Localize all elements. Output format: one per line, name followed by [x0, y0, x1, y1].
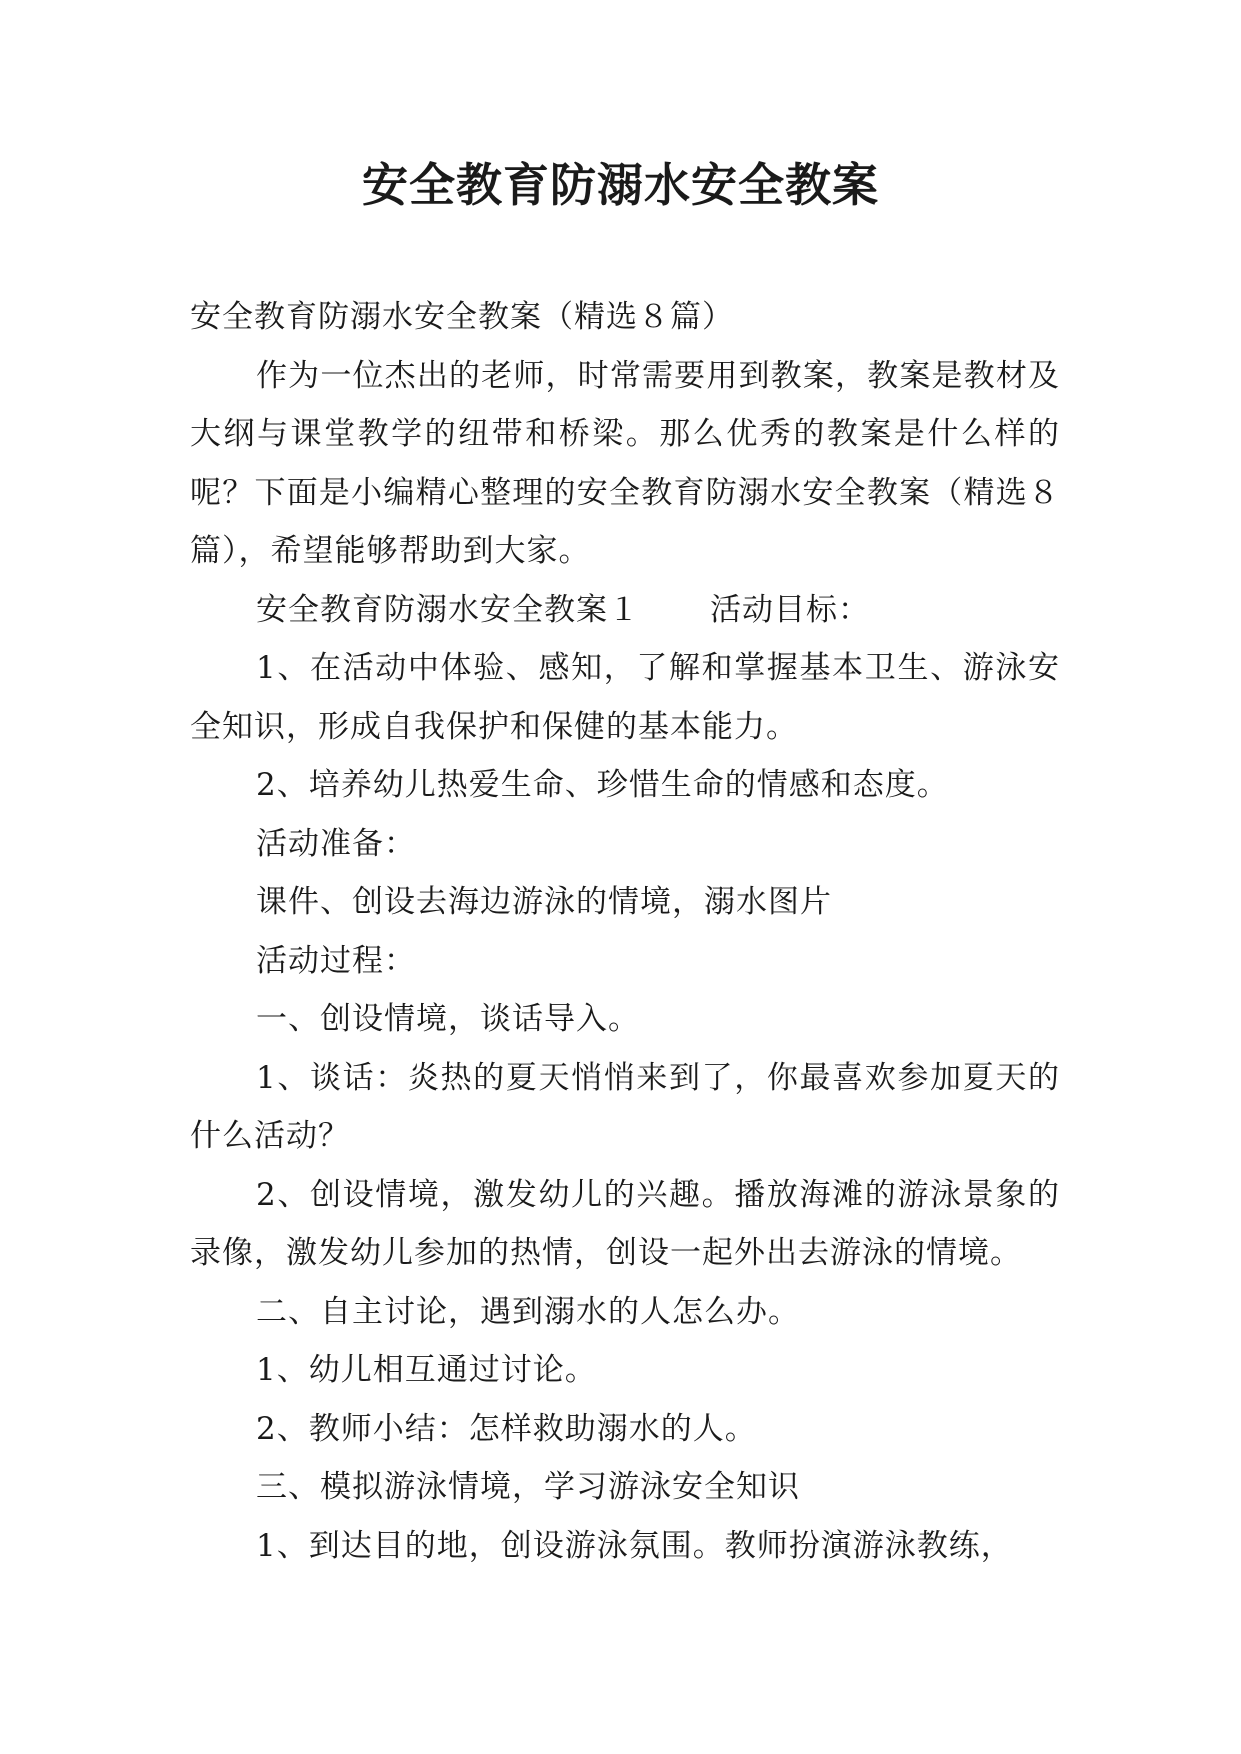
paragraph-step-2: 二、自主讨论，遇到溺水的人怎么办。	[256, 1293, 800, 1330]
paragraph-step-2-1: 1、幼儿相互通过讨论。	[256, 1352, 597, 1388]
paragraph-preparation-label: 活动准备：	[256, 825, 416, 862]
paragraph-step-1-2: 2、创设情境，激发幼儿的兴趣。播放海滩的游泳景象的录像，激发幼儿参加的热情，创设一起外出去游泳的情境。	[190, 1176, 1060, 1271]
document-title: 安全教育防溺水安全教案	[362, 158, 879, 212]
paragraph-preparation: 课件、创设去海边游泳的情境，溺水图片	[256, 884, 832, 920]
activity-goal-label: 活动目标：	[710, 591, 870, 628]
paragraph-intro: 作为一位杰出的老师，时常需要用到教案，教案是教材及大纲与课堂教学的纽带和桥梁。那么优秀的教案是什么样的呢？下面是小编精心整理的安全教育防溺水安全教案（精选８篇），希望能够帮助到大家。	[190, 357, 1060, 569]
paragraph-step-1-1: 1、谈话：炎热的夏天悄悄来到了，你最喜欢参加夏天的什么活动？	[190, 1059, 1060, 1154]
paragraph-step-1: 一、创设情境，谈话导入。	[256, 1001, 640, 1037]
paragraph-step-2-2: 2、教师小结：怎样救助溺水的人。	[256, 1410, 757, 1447]
document-body	[190, 288, 1060, 1575]
paragraph-lesson-heading	[190, 581, 1060, 640]
paragraph-step-3: 三、模拟游泳情境，学习游泳安全知识	[256, 1469, 800, 1505]
paragraph-subtitle: 安全教育防溺水安全教案（精选８篇）	[190, 299, 734, 335]
paragraph-step-3-1: 1、到达目的地，创设游泳氛围。教师扮演游泳教练，	[256, 1527, 1013, 1564]
lesson-title: 安全教育防溺水安全教案１	[256, 591, 640, 628]
paragraph-goal-2: 2、培养幼儿热爱生命、珍惜生命的情感和态度。	[256, 767, 949, 803]
paragraph-goal-1: 1、在活动中体验、感知，了解和掌握基本卫生、游泳安全知识，形成自我保护和保健的基本能力。	[190, 650, 1060, 745]
paragraph-process-label: 活动过程：	[256, 942, 416, 979]
